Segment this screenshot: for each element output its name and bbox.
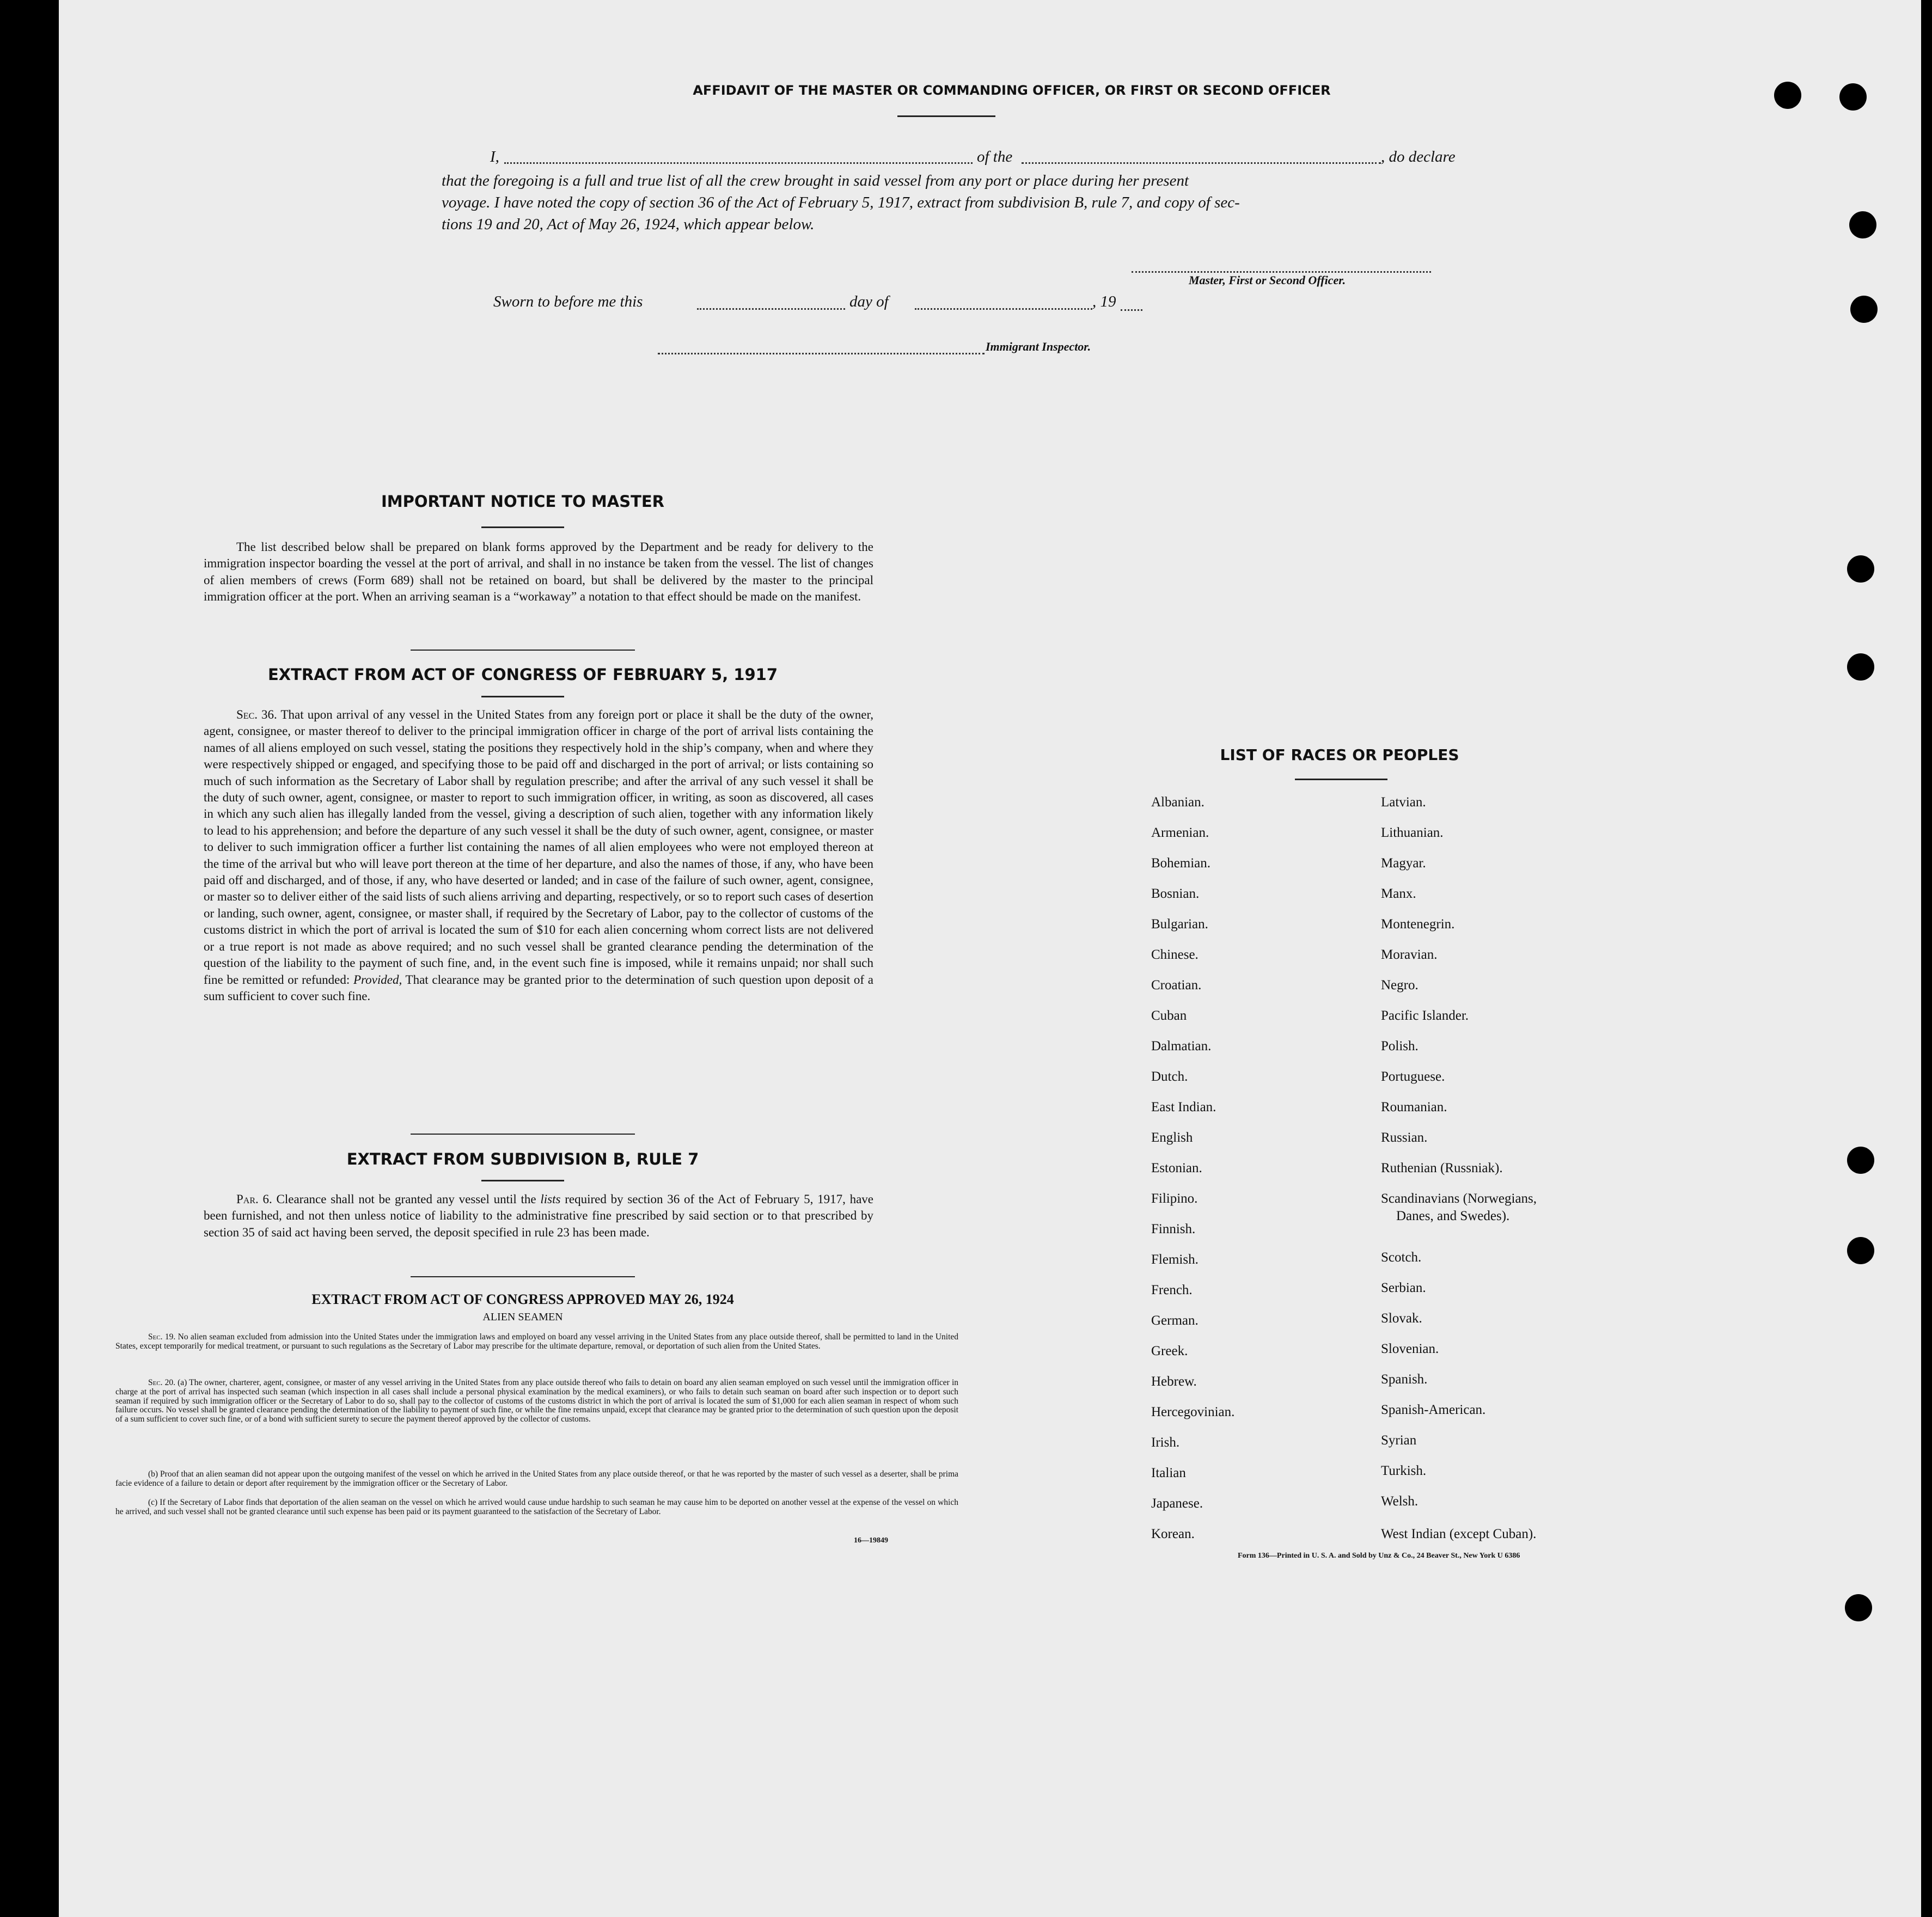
paragraph-label: Par. 6. — [236, 1192, 272, 1206]
race-item: Slovenian. — [1381, 1342, 1439, 1356]
footer-form-imprint: Form 136—Printed in U. S. A. and Sold by Unz & Co., 24 Beaver St., New York U 6386 — [1238, 1552, 1520, 1560]
race-item: Italian — [1151, 1466, 1186, 1480]
punch-hole — [1850, 296, 1878, 323]
punch-hole — [1847, 1237, 1874, 1264]
race-item: Irish. — [1151, 1435, 1180, 1450]
race-item: Armenian. — [1151, 825, 1209, 840]
lists-word: lists — [540, 1192, 561, 1206]
sworn-label: Sworn to before me this — [493, 293, 643, 310]
race-item: Croatian. — [1151, 978, 1202, 993]
race-item: Dutch. — [1151, 1069, 1188, 1084]
signature-line — [1132, 261, 1431, 273]
divider — [481, 1180, 564, 1181]
punch-hole — [1845, 1594, 1872, 1621]
race-item: East Indian. — [1151, 1100, 1216, 1114]
paragraph-body-b: required by section 36 of the Act of February 5, 1917, have been furnished, and not then unless notice of liability to the administrative fine prescribed by said section or to that prescribed by section 35 of said act having been served, the deposit specified in rule 23 has been made. — [204, 1192, 873, 1239]
provided-word: Provided, — [353, 972, 402, 987]
race-item: Danes, and Swedes). — [1396, 1209, 1510, 1223]
notice-body: The list described below shall be prepared on blank forms approved by the Department and be ready for delivery to the immigration inspector boarding the vessel at the port of arrival, and shall in no instance be taken from the vessel. The list of changes of alien members of crews (Form 689) shall not be retained on board, but shall be delivered by the master to the principal immigration officer at the port. When an arriving seaman is a “workaway” a notation to that effect should be made on the manifest. — [204, 540, 873, 604]
divider — [481, 696, 564, 697]
race-item: English — [1151, 1130, 1193, 1145]
race-item: Hercegovinian. — [1151, 1405, 1235, 1419]
sec20-label: Sec. 20. — [148, 1378, 176, 1387]
race-item: Magyar. — [1381, 856, 1426, 871]
race-item: Montenegrin. — [1381, 917, 1455, 932]
document-sheet — [59, 0, 1921, 1917]
paragraph-body-a: Clearance shall not be granted any vessel until the — [276, 1192, 536, 1206]
race-item: Pacific Islander. — [1381, 1008, 1469, 1023]
race-item: Ruthenian (Russniak). — [1381, 1161, 1503, 1175]
print-code: 16—19849 — [854, 1536, 888, 1545]
signature-caption: Master, First or Second Officer. — [1189, 273, 1346, 287]
race-item: Russian. — [1381, 1130, 1428, 1145]
race-item: Dalmatian. — [1151, 1039, 1212, 1054]
race-item: Spanish-American. — [1381, 1402, 1486, 1417]
extract-rule7-text — [204, 1191, 873, 1241]
punch-hole — [1847, 653, 1874, 681]
extract-1917-text — [204, 707, 873, 1005]
race-item: West Indian (except Cuban). — [1381, 1527, 1537, 1541]
race-item: Flemish. — [1151, 1252, 1199, 1267]
divider — [481, 526, 564, 528]
race-item: Filipino. — [1151, 1191, 1198, 1206]
race-item: Bohemian. — [1151, 856, 1211, 871]
vessel-blank — [1022, 151, 1381, 164]
race-item: Syrian — [1381, 1433, 1417, 1448]
race-item: Scandinavians (Norwegians, — [1381, 1191, 1537, 1206]
punch-hole — [1774, 82, 1801, 109]
notice-title: IMPORTANT NOTICE TO MASTER — [381, 492, 665, 511]
inspector-caption: Immigrant Inspector. — [986, 340, 1091, 353]
sec20b-text: (b) Proof that an alien seaman did not appear upon the outgoing manifest of the vessel on which he arrived in the United States from any place outside thereof, or that he was reported by the master of such vessel as a deserter, shall be prima facie evidence of a failure to detain or deport after requirement by the immigration officer or the Secretary of Labor. — [115, 1469, 958, 1488]
race-item: Albanian. — [1151, 795, 1205, 810]
sec20a-body: (a) The owner, charterer, agent, consignee, or master of any vessel arriving in the United States from any place outside thereof who fails to detain on board any alien seaman employed on such vessel until the immigration officer in charge at the port of arrival has inspected such seaman (which inspection in all cases shall include a personal physical examination by the medical examiners), or who fails to detain such seaman on board after such inspection or to deport such seaman if required by such immigration officer or the Secretary of Labor to do so, shall pay to the collector of customs of the customs district in which the port of arrival is located the sum of $1,000 for each alien seaman in respect of whom such failure occurs. No vessel shall be granted clearance pending the determination of the liability to payment of such fine, or while the fine remains unpaid, except that clearance may be granted prior to the determination of such question upon the deposit of a sum sufficient to cover such fine, or of a bond with sufficient surety to secure the payment thereof approved by the collector of customs. — [115, 1378, 958, 1424]
race-item: Roumanian. — [1381, 1100, 1447, 1114]
sec19-body: No alien seaman excluded from admission into the United States under the immigration laws and employed on board any vessel arriving in the United States from any place outside thereof, shall be permitted to land in the United States, except temporarily for medical treatment, or pursuant to such regulations as the Secretary of Labor may prescribe for the ultimate departure, removal, or deportation of such alien from the United States. — [115, 1332, 959, 1351]
sec19-text — [115, 1333, 958, 1351]
sec20a-text — [115, 1379, 958, 1424]
race-item: Moravian. — [1381, 947, 1438, 962]
affidavit-of-the-label: of the — [977, 148, 1013, 166]
race-item: Slovak. — [1381, 1311, 1422, 1326]
race-item: Japanese. — [1151, 1496, 1203, 1511]
day-of-label: day of — [849, 293, 889, 310]
divider — [1295, 779, 1387, 780]
punch-hole — [1847, 1147, 1874, 1174]
race-item: Manx. — [1381, 886, 1416, 901]
race-item: Chinese. — [1151, 947, 1199, 962]
section-body-end: That clearance may be granted prior to the determination of such question upon deposit of a sum sufficient to cover such fine. — [204, 972, 873, 1003]
sworn-month-blank — [915, 298, 1092, 310]
race-item: Portuguese. — [1381, 1069, 1445, 1084]
affidavit-body-line2: voyage. I have noted the copy of section 36 of the Act of February 5, 1917, extract from subdivision B, rule 7, and copy of sec- — [442, 194, 1240, 211]
races-title: LIST OF RACES OR PEOPLES — [1220, 746, 1459, 764]
affidavit-body-line3: tions 19 and 20, Act of May 26, 1924, which appear below. — [442, 216, 815, 233]
divider — [897, 115, 995, 117]
extract-1924-subtitle: ALIEN SEAMEN — [482, 1311, 563, 1323]
extract-1917-title: EXTRACT FROM ACT OF CONGRESS OF FEBRUARY 5, 1917 — [267, 665, 778, 684]
punch-hole — [1839, 83, 1867, 111]
race-item: Negro. — [1381, 978, 1419, 993]
affidavit-title: AFFIDAVIT OF THE MASTER OR COMMANDING OFFICER, OR FIRST OR SECOND OFFICER — [693, 83, 1331, 98]
affidavit-do-declare-label: , do declare — [1381, 148, 1456, 166]
race-item: Estonian. — [1151, 1161, 1202, 1175]
extract-1924-title: EXTRACT FROM ACT OF CONGRESS APPROVED MAY 26, 1924 — [311, 1291, 734, 1307]
race-item: Korean. — [1151, 1527, 1195, 1541]
race-item: Greek. — [1151, 1344, 1188, 1358]
section-label: Sec. 36. — [236, 708, 277, 721]
race-item: Finnish. — [1151, 1222, 1196, 1236]
race-item: Hebrew. — [1151, 1374, 1197, 1389]
race-item: Lithuanian. — [1381, 825, 1444, 840]
affidavit-body-line1: that the foregoing is a full and true list of all the crew brought in said vessel from any port or place during her present — [442, 172, 1189, 189]
year-label: , 19 — [1092, 293, 1116, 310]
punch-hole — [1847, 555, 1874, 583]
race-item: Cuban — [1151, 1008, 1187, 1023]
race-item: Welsh. — [1381, 1494, 1419, 1509]
sworn-day-blank — [697, 298, 845, 310]
affidavit-i-label: I, — [490, 148, 499, 166]
race-item: Latvian. — [1381, 795, 1426, 810]
race-item: Bulgarian. — [1151, 917, 1208, 932]
race-item: Serbian. — [1381, 1281, 1426, 1295]
extract-rule7-title: EXTRACT FROM SUBDIVISION B, RULE 7 — [346, 1150, 699, 1168]
sec19-label: Sec. 19. — [148, 1332, 176, 1342]
race-item: Bosnian. — [1151, 886, 1200, 901]
race-item: Spanish. — [1381, 1372, 1428, 1387]
race-item: French. — [1151, 1283, 1193, 1297]
race-item: Turkish. — [1381, 1463, 1427, 1478]
punch-hole — [1849, 211, 1876, 238]
sworn-year-blank — [1121, 299, 1142, 311]
name-blank — [504, 151, 973, 164]
race-item: Polish. — [1381, 1039, 1419, 1054]
inspector-line — [658, 344, 985, 354]
divider — [411, 1134, 635, 1135]
race-item: Scotch. — [1381, 1250, 1422, 1265]
divider — [411, 650, 635, 651]
section-body: That upon arrival of any vessel in the United States from any foreign port or place it shall be the duty of the owner, agent, consignee, or master thereof to deliver to the principal immigration officer in charge of the port of arrival lists containing the names of all aliens employed on such vessel, stating the positions they respectively hold in the ship’s company, when and where they were respectively shipped or engaged, and specifying those to be paid off and discharged in the port of arrival; or lists containing so much of such information as the Secretary of Labor shall by regulation prescribe; and after the arrival of any such vessel it shall be the duty of such owner, agent, consignee, or master to report to such immigration officer, in writing, as soon as discovered, all cases in which any such alien has illegally landed from the vessel, giving a description of such alien, together with any information likely to lead to his apprehension; and before the departure of any such vessel it shall be the duty of such owner, agent, consignee, or master to deliver to such immigration officer a further list containing the names of all alien employees who were not employed thereon at the time of the arrival but who will leave port thereon at the time of her departure, and also the names of those, if any, who have been paid off and discharged, and of those, if any, who have deserted or landed; and in case of the failure of such owner, agent, consignee, or master so to deliver either of the said lists of such aliens arriving and departing, respectively, or so to report such cases of desertion or landing, such owner, agent, consignee, or master shall, if required by the Secretary of Labor, pay to the collector of customs of the customs district in which the port of arrival is located the sum of $10 for each alien concerning whom correct lists are not delivered or a true report is not made as above required; and no such vessel shall be granted clearance pending the determination of the question of the liability to the payment of such fine, and, in the event such fine is imposed, while it remains unpaid; nor shall such fine be remitted or refunded: — [204, 708, 873, 987]
notice-text — [204, 539, 873, 605]
race-item: German. — [1151, 1313, 1199, 1328]
sec20c-text: (c) If the Secretary of Labor finds that deportation of the alien seaman on the vessel on which he arrived would cause undue hardship to such seaman he may cause him to be deported on another vessel at the expense of the vessel on which he arrived, and such vessel shall not be granted clearance until such expense has been paid or its payment guaranteed to the satisfaction of the Secretary of Labor. — [115, 1498, 958, 1516]
divider — [411, 1276, 635, 1277]
